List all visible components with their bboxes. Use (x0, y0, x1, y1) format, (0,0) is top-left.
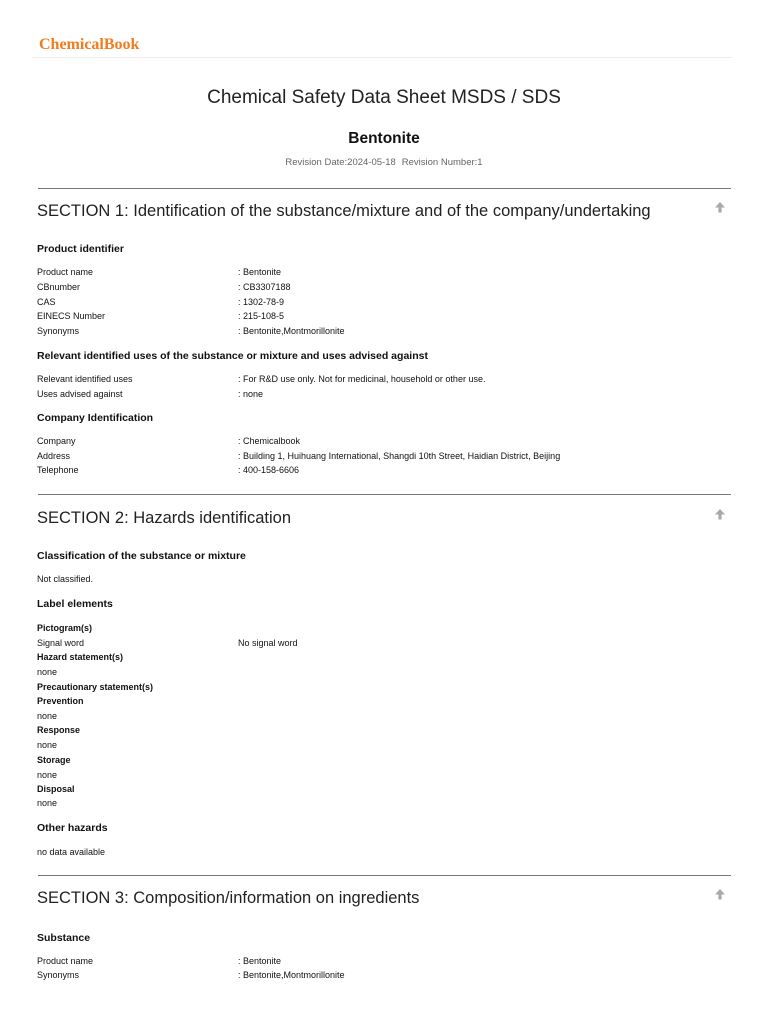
substance-name: Bentonite (348, 130, 420, 147)
info-row (37, 969, 717, 982)
prevention-label: Prevention (37, 696, 84, 706)
row-label: Synonyms (37, 326, 80, 336)
row-value: : 400-158-6606 (238, 465, 300, 475)
row-label: CAS (37, 297, 56, 307)
row-label: Uses advised against (37, 389, 123, 399)
section-2-heading: SECTION 2: Hazards identification (37, 509, 292, 527)
row-value: : 215-108-5 (238, 311, 285, 321)
subheading-company-identification: Company Identification (37, 412, 154, 424)
brand-logo-link[interactable]: ChemicalBook (39, 36, 140, 53)
row-value: : Building 1, Huihuang International, Shangdi 10th Street, Haidian District, Beijing (238, 451, 561, 461)
disposal-value: none (37, 798, 58, 808)
pictograms-label: Pictogram(s) (37, 623, 93, 633)
info-row (37, 296, 717, 309)
revision-date: Revision Date:2024-05-18 (285, 157, 396, 168)
info-row (37, 266, 717, 279)
section-divider (38, 188, 731, 189)
row-label: Address (37, 451, 71, 461)
info-row (37, 955, 717, 968)
subheading-substance: Substance (37, 932, 91, 944)
storage-label: Storage (37, 755, 71, 765)
info-row (37, 464, 717, 477)
storage-value: none (37, 770, 58, 780)
disposal-label: Disposal (37, 784, 75, 794)
row-label: CBnumber (37, 282, 81, 292)
info-row (37, 325, 717, 338)
row-value: : For R&D use only. Not for medicinal, household or other use. (238, 374, 486, 384)
info-row (37, 435, 717, 448)
hazard-statements-value: none (37, 667, 58, 677)
header-divider (32, 57, 732, 58)
arrow-up-icon[interactable] (713, 887, 729, 903)
row-label: Synonyms (37, 970, 80, 980)
row-value: : Bentonite (238, 267, 282, 277)
prevention-value: none (37, 711, 58, 721)
info-row (37, 450, 717, 463)
revision-info (0, 157, 768, 169)
info-row (37, 373, 717, 386)
info-row (37, 388, 717, 401)
response-value: none (37, 740, 58, 750)
section-1-heading: SECTION 1: Identification of the substance/mixture and of the company/undertaking (37, 202, 651, 220)
row-label: EINECS Number (37, 311, 106, 321)
row-label: Product name (37, 267, 94, 277)
row-label: Signal word (37, 638, 85, 648)
row-label: Telephone (37, 465, 79, 475)
row-value: : 1302-78-9 (238, 297, 285, 307)
response-label: Response (37, 725, 81, 735)
info-row (37, 281, 717, 294)
row-value: : CB3307188 (238, 282, 291, 292)
row-value: : none (238, 389, 264, 399)
subheading-classification: Classification of the substance or mixture (37, 550, 246, 562)
other-hazards-text: no data available (37, 847, 106, 857)
row-value: : Chemicalbook (238, 436, 301, 446)
subheading-other-hazards: Other hazards (37, 822, 108, 834)
row-value: : Bentonite,Montmorillonite (238, 970, 345, 980)
row-value: : Bentonite,Montmorillonite (238, 326, 345, 336)
row-value: : Bentonite (238, 956, 282, 966)
precautionary-statements-label: Precautionary statement(s) (37, 682, 154, 692)
row-label: Product name (37, 956, 94, 966)
subheading-label-elements: Label elements (37, 598, 113, 610)
classification-text: Not classified. (37, 574, 94, 584)
row-label: Relevant identified uses (37, 374, 133, 384)
section-divider (38, 875, 731, 876)
section-divider (38, 494, 731, 495)
subheading-identified-uses: Relevant identified uses of the substance or mixture and uses advised against (37, 350, 428, 362)
arrow-up-icon[interactable] (713, 200, 729, 216)
info-row (37, 637, 717, 650)
hazard-statements-label: Hazard statement(s) (37, 652, 124, 662)
page-title: Chemical Safety Data Sheet MSDS / SDS (207, 87, 561, 108)
subheading-product-identifier: Product identifier (37, 243, 124, 255)
arrow-up-icon[interactable] (713, 507, 729, 523)
revision-number: Revision Number:1 (401, 157, 483, 168)
row-label: Company (37, 436, 76, 446)
section-3-heading: SECTION 3: Composition/information on ingredients (37, 889, 420, 907)
info-row (37, 310, 717, 323)
row-value: No signal word (238, 638, 298, 648)
